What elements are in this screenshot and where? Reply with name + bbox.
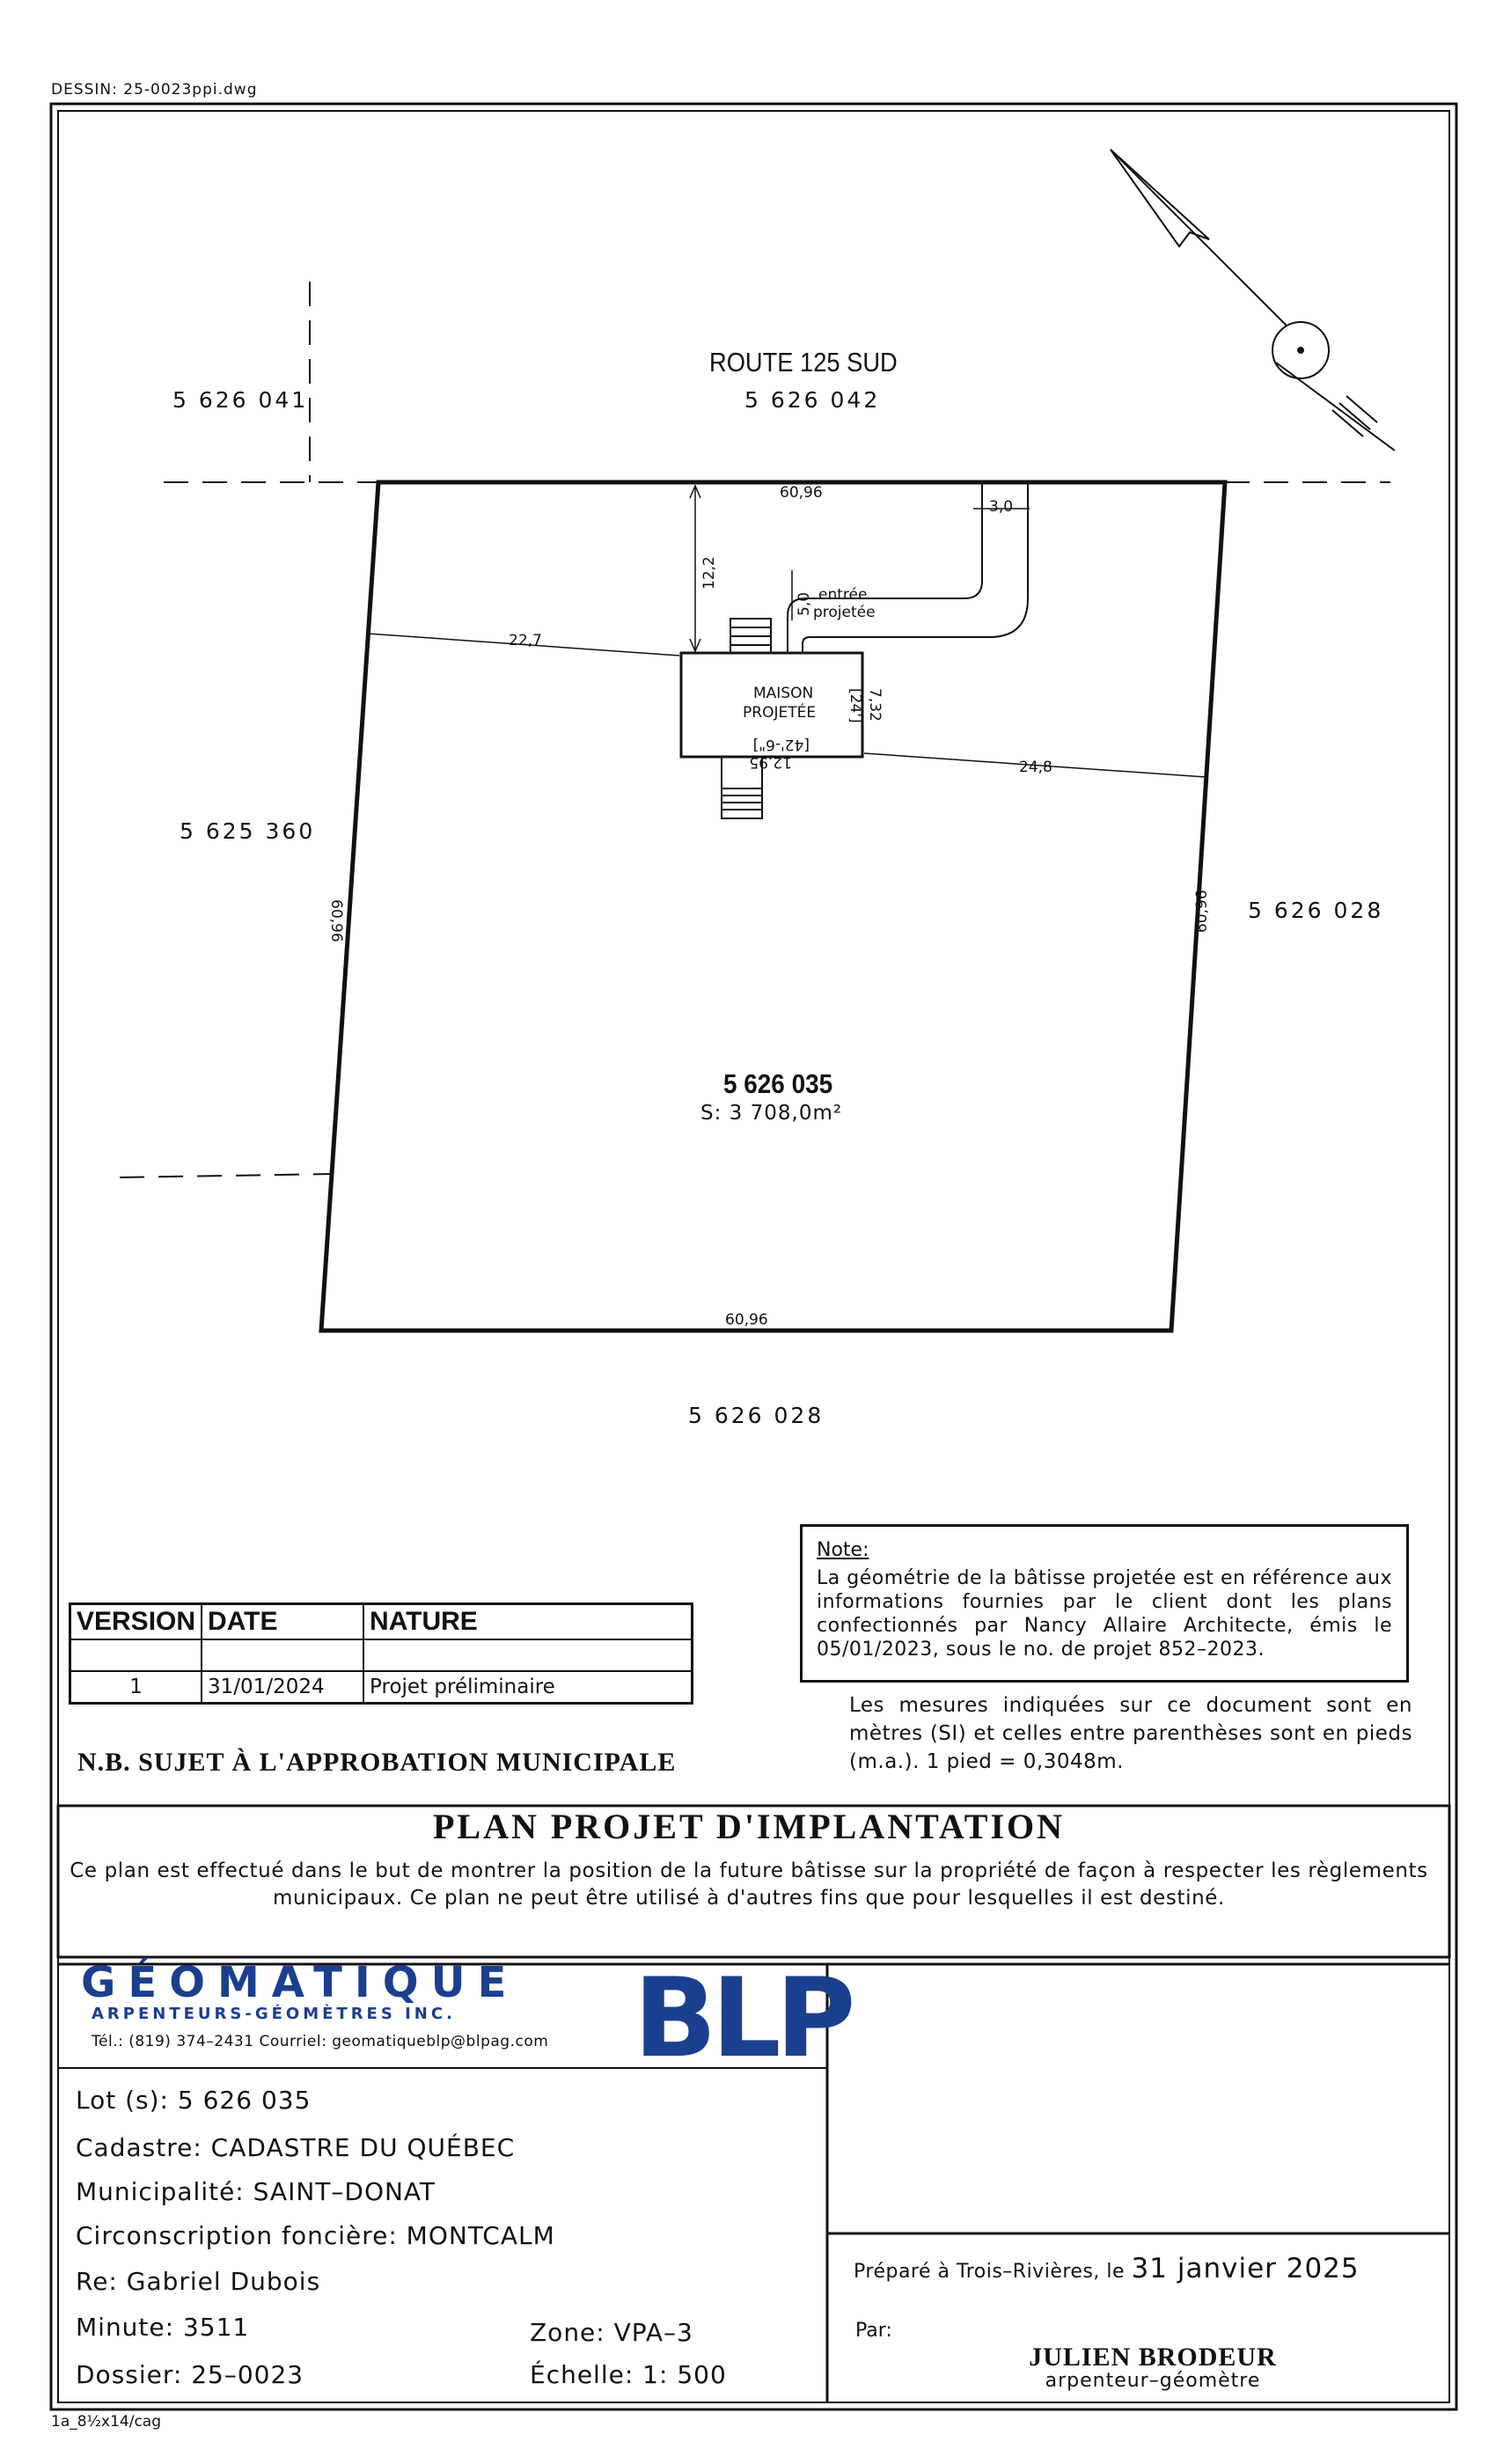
note-body: La géométrie de la bâtisse projetée est en référence aux informations fournies par le client dont les plans confectionnés par Nancy Allaire Architecte, émis le 05/01/2023, sous le no. de projet 852–2023. <box>817 1567 1392 1661</box>
driveway-label-line1: entrée <box>818 586 868 604</box>
header-nature: NATURE <box>363 1604 692 1640</box>
dim-left: 60,96 <box>327 899 345 942</box>
minute-info: Minute: 3511 <box>76 2313 250 2342</box>
version-table <box>69 1602 693 1705</box>
date-cell: 31/01/2024 <box>202 1671 363 1704</box>
lot-area: S: 3 708,0m² <box>700 1102 843 1125</box>
lot-east: 5 626 028 <box>1248 898 1384 923</box>
company-name: GÉOMATIQUE <box>81 1958 519 2007</box>
dim-bottom: 60,96 <box>725 1311 768 1329</box>
approval-note: N.B. SUJET À L'APPROBATION MUNICIPALE <box>77 1748 677 1777</box>
nature-cell <box>363 1639 692 1671</box>
dim-right-setback: 24,8 <box>1019 759 1052 776</box>
neighbour-boundaries <box>120 282 1390 1177</box>
lot-south: 5 626 028 <box>688 1403 825 1428</box>
lot-northwest: 5 626 041 <box>172 387 309 413</box>
table-row <box>70 1639 693 1671</box>
prepared-line <box>854 2253 1360 2284</box>
dim-left-setback: 22,7 <box>509 632 542 649</box>
dim-top: 60,96 <box>780 484 823 502</box>
client-info: Re: Gabriel Dubois <box>76 2267 321 2296</box>
header-date: DATE <box>202 1604 363 1640</box>
dossier-info: Dossier: 25–0023 <box>76 2360 304 2389</box>
surveyor-name: JULIEN BRODEUR <box>1029 2343 1277 2372</box>
plan-description: Ce plan est effectué dans le but de montrer la position de la future bâtisse sur la propriété de façon à respecter les règlements municipaux. Ce plan ne peut être utilisé à d'autres fins que pour lesquelles il est destiné. <box>70 1859 1428 1910</box>
company-subtitle: ARPENTEURS-GÉOMÈTRES INC. <box>92 2005 456 2023</box>
units-note: Les mesures indiquées sur ce document sont en mètres (SI) et celles entre parenthèses sont en pieds (m.a.). 1 pied = 0,3048m. <box>849 1694 1412 1773</box>
date-cell <box>202 1639 363 1671</box>
dim-right: 60,96 <box>1193 890 1211 933</box>
outer-border <box>51 104 1456 2409</box>
scale-info: Échelle: 1: 500 <box>530 2360 727 2389</box>
dim-driveway-width: 3,0 <box>989 498 1014 516</box>
header-version: VERSION <box>70 1604 202 1640</box>
house-label-line1: MAISON <box>753 685 814 702</box>
dim-house-width-ft: [42'-6"] <box>752 736 810 753</box>
company-contact: Tél.: (819) 374–2431 Courriel: geomatiqueblp@blpag.com <box>92 2033 549 2050</box>
note-box <box>800 1524 1409 1683</box>
cadastre-info: Cadastre: CADASTRE DU QUÉBEC <box>76 2133 516 2162</box>
road-name: ROUTE 125 SUD <box>709 347 898 378</box>
par-label: Par: <box>855 2320 892 2342</box>
north-arrow-icon <box>1111 150 1395 451</box>
prepared-prefix: Préparé à Trois–Rivières, le <box>854 2261 1126 2283</box>
plan-title: PLAN PROJET D'IMPLANTATION <box>432 1807 1066 1846</box>
dim-front-setback: 12,2 <box>700 556 718 590</box>
driveway-label-line2: projetée <box>813 604 876 621</box>
subject-lot-number: 5 626 035 <box>723 1068 833 1099</box>
circonscription-info: Circonscription foncière: MONTCALM <box>76 2221 555 2250</box>
table-row <box>70 1671 693 1704</box>
note-title: Note: <box>817 1539 869 1561</box>
road-lot-number: 5 626 042 <box>744 387 881 413</box>
dim-house-depth-ft: [24'] <box>847 688 864 723</box>
nature-cell: Projet préliminaire <box>363 1671 692 1704</box>
blp-monogram: BLP <box>634 1955 851 2082</box>
inner-border <box>58 111 1449 2402</box>
lot-west: 5 625 360 <box>180 818 316 844</box>
version-cell: 1 <box>70 1671 202 1704</box>
front-stairs <box>730 619 771 653</box>
municipality-info: Municipalité: SAINT–DONAT <box>76 2177 436 2206</box>
version-cell <box>70 1639 202 1671</box>
dim-driveway-offset: 5,0 <box>796 591 813 616</box>
version-table-header <box>70 1604 693 1640</box>
dim-house-width: 12,95 <box>749 753 792 771</box>
drawing-file-label: DESSIN: 25-0023ppi.dwg <box>51 81 258 99</box>
property-boundary <box>321 482 1225 1331</box>
lot-info: Lot (s): 5 626 035 <box>76 2086 312 2115</box>
house-label-line2: PROJETÉE <box>743 704 817 722</box>
dim-house-depth: 7,32 <box>866 688 884 722</box>
zone-info: Zone: VPA–3 <box>530 2318 693 2347</box>
paper-code-label: 1a_8½x14/cag <box>51 2413 162 2431</box>
prepared-date: 31 janvier 2025 <box>1131 2253 1360 2284</box>
surveyor-title: arpenteur–géomètre <box>1045 2370 1261 2392</box>
